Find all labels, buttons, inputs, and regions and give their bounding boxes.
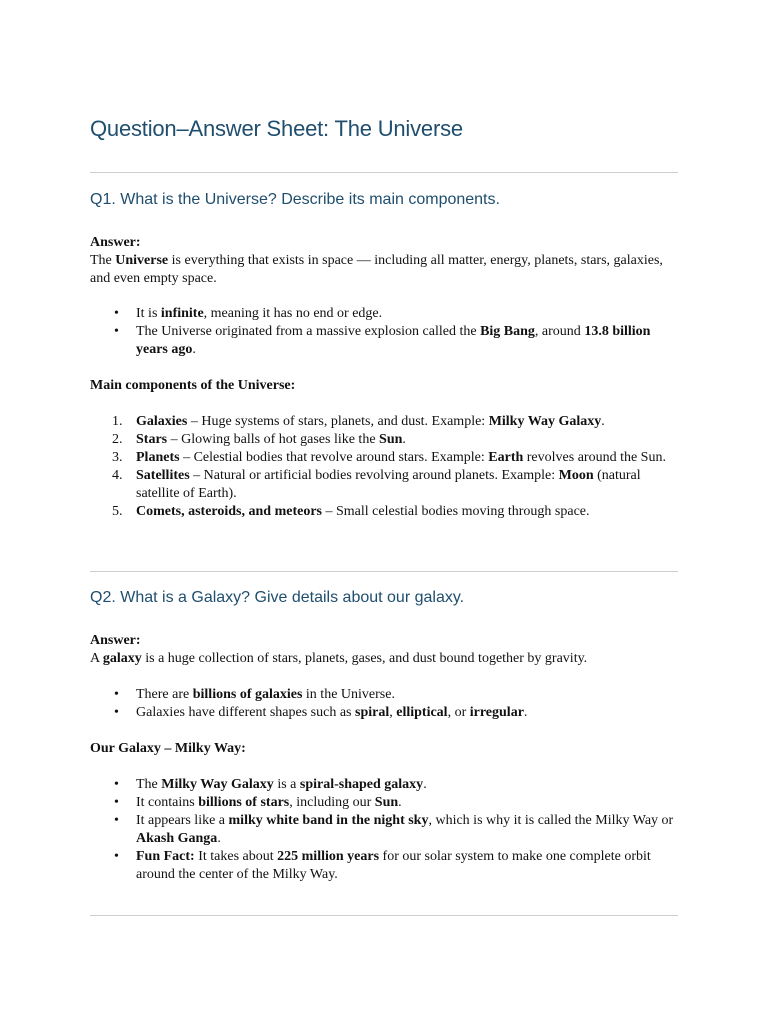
universe-definition: The Universe is everything that exists in space — including all matter, energy, planets, stars, galaxies, and even empty space. — [90, 253, 663, 286]
list-item: 1. Galaxies – Huge systems of stars, planets, and dust. Example: Milky Way Galaxy. — [112, 414, 605, 429]
list-item: 3. Planets – Celestial bodies that revolve around stars. Example: Earth revolves around the Sun. — [112, 450, 666, 465]
question-2-answer — [90, 632, 680, 668]
list-item: 5. Comets, asteroids, and meteors – Small celestial bodies moving through space. — [112, 504, 590, 519]
answer-label: Answer: — [90, 235, 141, 250]
divider — [90, 172, 678, 173]
milky-way-heading: Our Galaxy – Milky Way: — [90, 741, 246, 756]
list-item: • The Universe originated from a massive explosion called the Big Bang, around 13.8 billion years ago. — [114, 324, 651, 357]
list-item: 4. Satellites – Natural or artificial bodies revolving around planets. Example: Moon (natural satellite of Earth). — [112, 468, 641, 501]
question-2-heading: Q2. What is a Galaxy? Give details about our galaxy. — [90, 589, 465, 606]
list-item: • Fun Fact: It takes about 225 million years for our solar system to make one complete orbit around the center of the Milky Way. — [114, 849, 651, 882]
list-item: 2. Stars – Glowing balls of hot gases like the Sun. — [112, 432, 406, 447]
galaxy-facts-list — [90, 686, 680, 722]
list-item: • It appears like a milky white band in the night sky, which is why it is called the Milky Way or Akash Ganga. — [114, 813, 674, 846]
divider — [90, 571, 678, 572]
list-item: • It is infinite, meaning it has no end or edge. — [114, 306, 383, 321]
components-list — [90, 413, 680, 521]
galaxy-definition: A galaxy is a huge collection of stars, planets, gases, and dust bound together by gravity. — [90, 651, 588, 666]
question-1-answer — [90, 234, 680, 288]
milky-way-list — [90, 776, 680, 884]
list-item: • It contains billions of stars, including our Sun. — [114, 795, 402, 810]
list-item: • There are billions of galaxies in the Universe. — [114, 687, 395, 702]
divider — [90, 915, 678, 916]
answer-label: Answer: — [90, 633, 141, 648]
list-item: • The Milky Way Galaxy is a spiral-shaped galaxy. — [114, 777, 427, 792]
list-item: • Galaxies have different shapes such as spiral, elliptical, or irregular. — [114, 705, 528, 720]
question-1-heading: Q1. What is the Universe? Describe its main components. — [90, 191, 500, 208]
universe-facts-list — [90, 305, 680, 359]
components-heading: Main components of the Universe: — [90, 378, 296, 393]
page-title: Question–Answer Sheet: The Universe — [90, 116, 463, 141]
